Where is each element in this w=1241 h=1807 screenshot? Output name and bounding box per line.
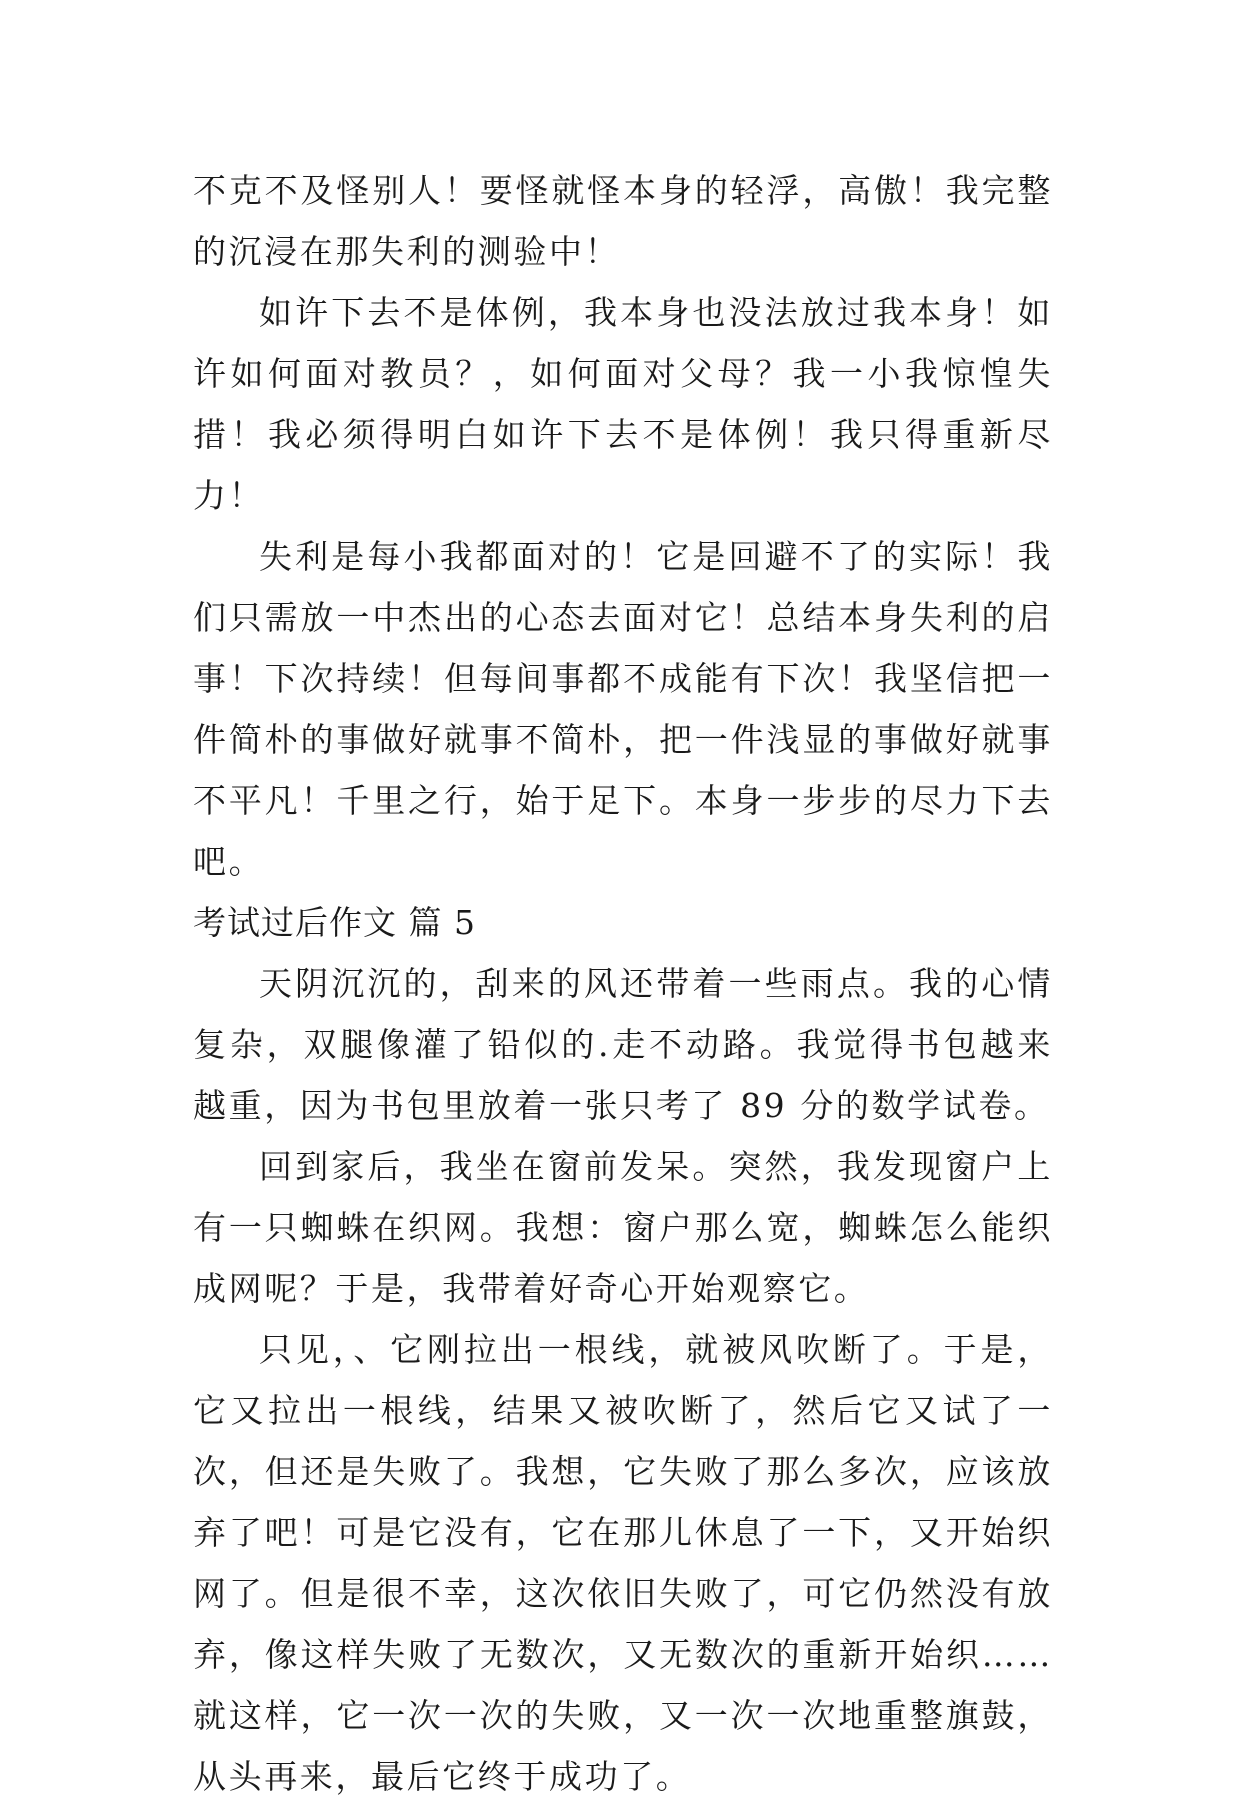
section-heading: 考试过后作文 篇 5 (193, 903, 476, 942)
paragraph-3: 失利是每小我都面对的！它是回避不了的实际！我们只需放一中杰出的心态去面对它！总结本身失利的启事！下次持续！但每间事都不成能有下次！我坚信把一件简朴的事做好就事不简朴，把一件浅显的事做好就事不平凡！千里之行，始于足下。本身一步步的尽力下去吧。 (193, 537, 1053, 881)
paragraph-2: 如许下去不是体例，我本身也没法放过我本身！如许如何面对教员？，如何面对父母？我一小我惊惶失措！我必须得明白如许下去不是体例！我只得重新尽力！ (193, 293, 1053, 515)
paragraph-1: 不克不及怪别人！要怪就怪本身的轻浮，高傲！我完整的沉浸在那失利的测验中！ (193, 171, 1053, 271)
paragraph-5: 回到家后，我坐在窗前发呆。突然，我发现窗户上有一只蜘蛛在织网。我想：窗户那么宽，蜘蛛怎么能织成网呢？于是，我带着好奇心开始观察它。 (193, 1147, 1053, 1308)
document-body (193, 160, 1053, 1807)
paragraph-4: 天阴沉沉的，刮来的风还带着一些雨点。我的心情复杂，双腿像灌了铅似的.走不动路。我觉得书包越来越重，因为书包里放着一张只考了 89 分的数学试卷。 (193, 964, 1053, 1125)
paragraph-6: 只见，、它刚拉出一根线，就被风吹断了。于是，它又拉出一根线，结果又被吹断了，然后它又试了一次，但还是失败了。我想，它失败了那么多次，应该放弃了吧！可是它没有，它在那儿休息了一下，又开始织网了。但是很不幸，这次依旧失败了，可它仍然没有放弃，像这样失败了无数次，又无数次的重新开始织……就这样，它一次一次的失败，又一次一次地重整旗鼓，从头再来，最后它终于成功了。 (193, 1330, 1053, 1796)
